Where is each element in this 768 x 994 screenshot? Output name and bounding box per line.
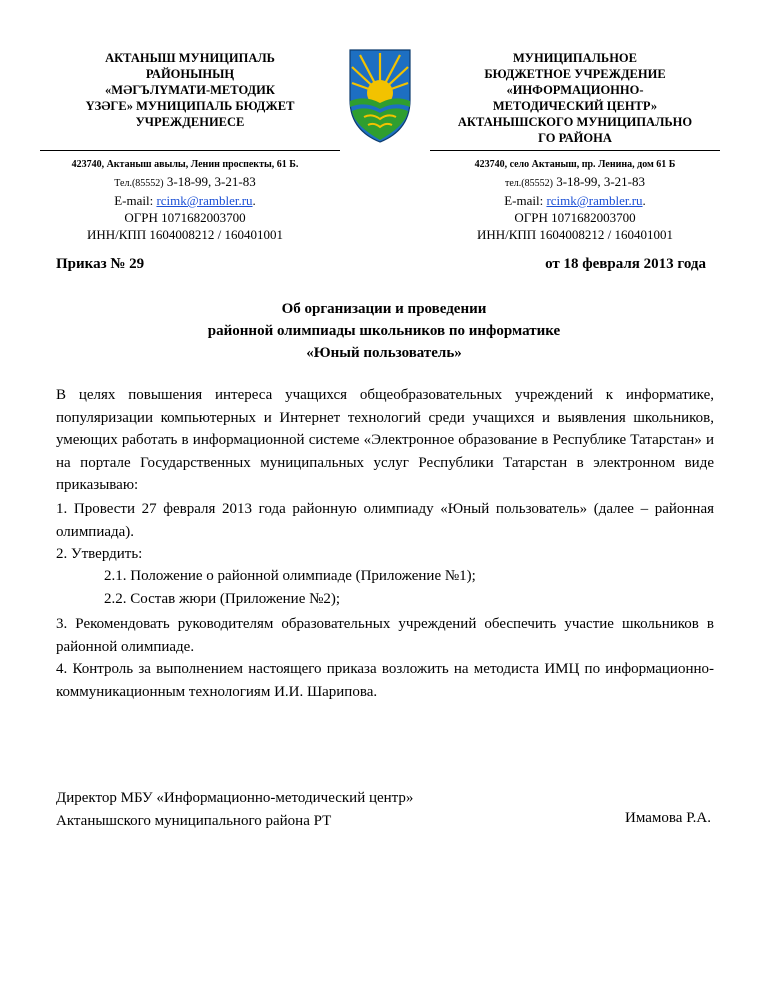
order-number: Приказ № 29 — [56, 256, 145, 272]
header-right-org-name — [430, 50, 720, 146]
email-label: E-mail: — [114, 193, 157, 208]
order-date: от 18 февраля 2013 года — [545, 256, 706, 272]
header-left-line: АКТАНЫШ МУНИЦИПАЛЬ — [105, 51, 275, 65]
email-suffix: . — [642, 193, 646, 208]
ogrn-left: ОГРН 1071682003700 — [124, 210, 246, 225]
header-left-line: РАЙОНЫНЫҢ — [145, 67, 235, 81]
title-line: районной олимпиады школьников по информатике — [207, 323, 561, 339]
email-link[interactable]: rcimk@rambler.ru — [156, 193, 253, 208]
header-left-line: УЧРЕЖДЕНИЕСЕ — [135, 115, 245, 129]
inn-right: ИНН/КПП 1604008212 / 160401001 — [476, 227, 674, 242]
coat-of-arms-icon — [330, 45, 430, 145]
header-divider-right — [430, 150, 720, 151]
item-2: 2. Утвердить: — [56, 546, 143, 562]
address-right: 423740, село Актаныш, пр. Ленина, дом 61 Б — [474, 159, 676, 170]
header-right-line: БЮДЖЕТНОЕ УЧРЕЖДЕНИЕ — [484, 67, 666, 81]
phone-right — [425, 173, 725, 192]
header-right-line: МЕТОДИЧЕСКИЙ ЦЕНТР» — [492, 99, 658, 113]
phone-left — [30, 173, 340, 192]
header-right-line: АКТАНЫШСКОГО МУНИЦИПАЛЬНО — [457, 115, 693, 129]
item-2-1: 2.1. Положение о районной олимпиаде (Приложение №1); — [104, 568, 476, 584]
signature-organization: Актанышского муниципального района РТ — [56, 813, 332, 829]
inn-left: ИНН/КПП 1604008212 / 160401001 — [86, 227, 284, 242]
header-left-line: ҮЗӘГЕ» МУНИЦИПАЛЬ БЮДЖЕТ — [85, 99, 295, 113]
header-left-org-name — [50, 50, 330, 130]
email-suffix: . — [252, 193, 256, 208]
item-2-2: 2.2. Состав жюри (Приложение №2); — [104, 591, 341, 607]
title-line: Об организации и проведении — [281, 301, 487, 317]
document-title — [60, 298, 708, 364]
contacts-right — [425, 156, 725, 243]
header-right-line: «ИНФОРМАЦИОННО- — [506, 83, 644, 97]
signature-position: Директор МБУ «Информационно-методический центр» — [56, 790, 414, 806]
email-label: E-mail: — [504, 193, 547, 208]
ogrn-right: ОГРН 1071682003700 — [514, 210, 636, 225]
email-left — [30, 192, 340, 209]
item-3: 3. Рекомендовать руководителям образовательных учреждений обеспечить участие школьников в районной олимпиаде. — [56, 616, 714, 655]
intro-paragraph: В целях повышения интереса учащихся общеобразовательных учреждений к информатике, популяризации компьютерных и Интернет технологий среди учащихся и выявления школьников, умеющих работать в информационной системе «Электронное образование в Республике Татарстан» и на портале Государственных муниципальных услуг Республики Татарстан в электронном виде приказываю: — [56, 387, 714, 493]
item-1: 1. Провести 27 февраля 2013 года районную олимпиаду «Юный пользователь» (далее – районная олимпиада). — [56, 501, 714, 540]
item-4: 4. Контроль за выполнением настоящего приказа возложить на методиста ИМЦ по информационно-коммуникационным технологиям И.И. Шарипова. — [56, 661, 714, 700]
header-left-line: «МӘГЪЛҮМАТИ-МЕТОДИК — [105, 83, 275, 97]
address-left: 423740, Актаныш авылы, Ленин проспекты, 61 Б. — [71, 159, 299, 170]
phone-prefix: тел.(85552) — [504, 178, 553, 189]
phone-numbers: 3-18-99, 3-21-83 — [163, 174, 256, 189]
phone-prefix: Тел.(85552) — [114, 178, 164, 189]
signer-name: Имамова Р.А. — [625, 810, 711, 826]
header-right-line: МУНИЦИПАЛЬНОЕ — [513, 51, 637, 65]
email-right — [425, 192, 725, 209]
title-line: «Юный пользователь» — [306, 345, 462, 361]
phone-numbers: 3-18-99, 3-21-83 — [552, 174, 646, 189]
email-link[interactable]: rcimk@rambler.ru — [546, 193, 643, 208]
contacts-left — [30, 156, 340, 243]
header-divider-left — [40, 150, 340, 151]
header-right-line: ГО РАЙОНА — [538, 131, 612, 145]
